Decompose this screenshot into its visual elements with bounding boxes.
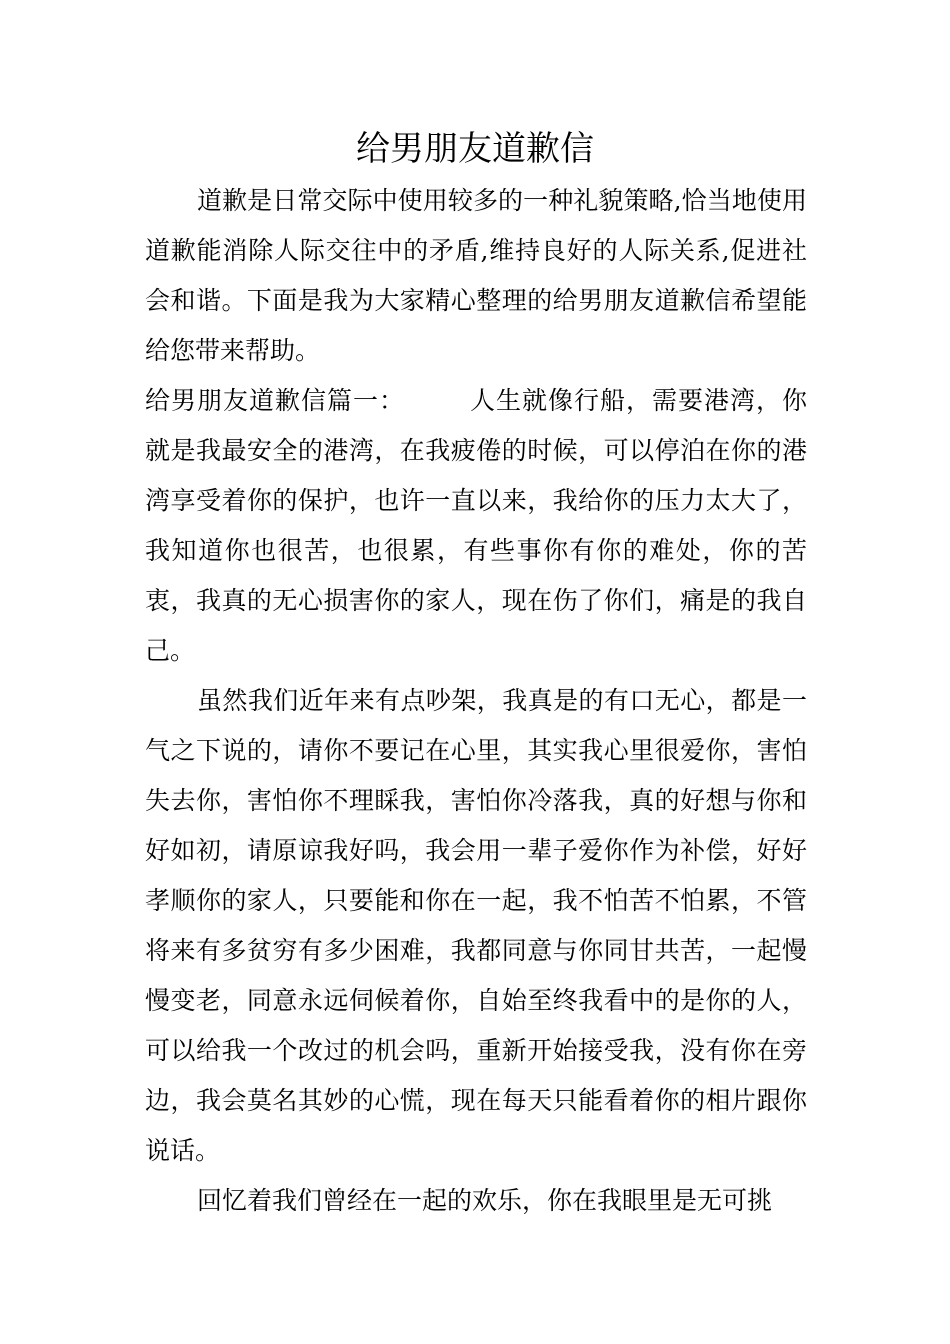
body-paragraph-3: 回忆着我们曾经在一起的欢乐，你在我眼里是无可挑 bbox=[197, 1186, 773, 1215]
section-heading: 给男朋友道歉信篇一： bbox=[145, 386, 405, 415]
intro-paragraph: 道歉是日常交际中使用较多的一种礼貌策略,恰当地使用道歉能消除人际交往中的矛盾,维持良好的人际关系,促进社会和谐。下面是我为大家精心整理的给男朋友道歉信希望能给您带来帮助。 bbox=[145, 186, 807, 365]
document-title: 给男朋友道歉信 bbox=[356, 129, 594, 169]
section-one-paragraph bbox=[145, 376, 807, 676]
section-first-paragraph: 人生就像行船，需要港湾，你就是我最安全的港湾，在我疲倦的时候，可以停泊在你的港湾享受着你的保护，也许一直以来，我给你的压力太大了，我知道你也很苦，也很累，有些事你有你的难处，你的苦衷，我真的无心损害你的家人，现在伤了你们，痛是的我自己。 bbox=[145, 386, 807, 665]
document-body bbox=[145, 176, 807, 1226]
body-paragraph-2: 虽然我们近年来有点吵架，我真是的有口无心，都是一气之下说的，请你不要记在心里，其实我心里很爱你，害怕失去你，害怕你不理睬我，害怕你冷落我，真的好想与你和好如初，请原谅我好吗，我会用一辈子爱你作为补偿，好好孝顺你的家人，只要能和你在一起，我不怕苦不怕累，不管将来有多贫穷有多少困难，我都同意与你同甘共苦，一起慢慢变老，同意永远伺候着你，自始至终我看中的是你的人，可以给我一个改过的机会吗，重新开始接受我，没有你在旁边，我会莫名其妙的心慌，现在每天只能看着你的相片跟你说话。 bbox=[145, 686, 807, 1165]
